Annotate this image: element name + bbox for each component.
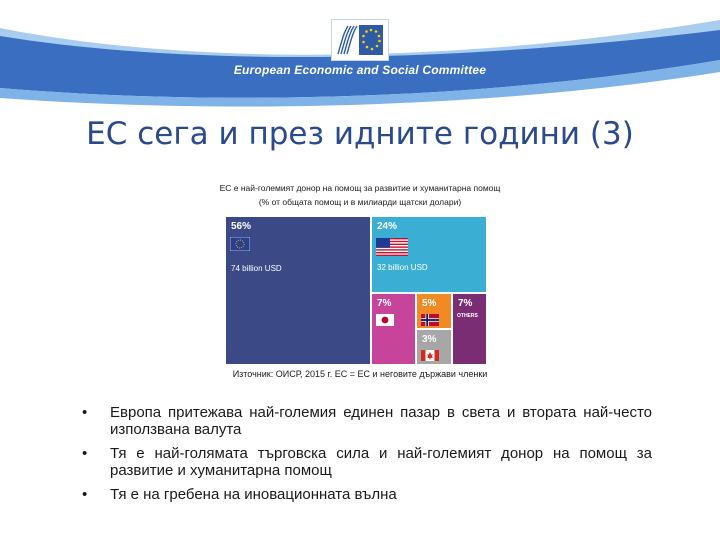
canada-flag-icon <box>421 350 439 361</box>
header-banner <box>0 0 720 110</box>
list-item <box>82 404 652 438</box>
treemap-cell-jp <box>371 293 416 365</box>
treemap-cell-others <box>452 293 487 365</box>
treemap-cell-us <box>371 216 487 293</box>
bullet-text: Тя е на гребена на иновационната вълна <box>110 486 397 503</box>
norway-flag-icon <box>421 314 439 326</box>
bullet-dot: • <box>82 486 88 503</box>
others-label: OTHERS <box>457 313 478 319</box>
chart-source: Източник: ОИСР, 2015 г. ЕС = ЕС и неговите държави членки <box>232 369 488 379</box>
list-item <box>82 445 652 479</box>
eesc-logo <box>331 19 389 61</box>
us-flag-icon <box>376 238 408 256</box>
eesc-stars-logo-icon <box>332 20 388 60</box>
treemap-cell-ca <box>416 329 452 365</box>
japan-flag-icon <box>376 314 394 326</box>
eu-amount-label: 74 billion USD <box>231 264 282 273</box>
ca-percent-label: 3% <box>422 334 437 345</box>
page-title: ЕС сега и през идните години (3) <box>86 116 634 152</box>
jp-percent-label: 7% <box>377 298 392 309</box>
bullet-dot: • <box>82 445 88 462</box>
bullet-dot: • <box>82 404 88 421</box>
others-percent-label: 7% <box>458 298 473 309</box>
donor-treemap <box>225 216 487 365</box>
us-percent-label: 24% <box>377 221 398 232</box>
eu-percent-label: 56% <box>231 221 252 232</box>
treemap-cell-no <box>416 293 452 329</box>
organization-name: European Economic and Social Committee <box>233 63 487 77</box>
eu-flag-icon <box>230 237 250 251</box>
chart-title: ЕС е най-големият донор на помощ за развитие и хуманитарна помощ <box>219 183 501 193</box>
bullet-list <box>82 404 652 510</box>
chart-subtitle: (% от общата помощ и в милиарди щатски долари) <box>258 197 462 207</box>
list-item <box>82 486 652 503</box>
us-amount-label: 32 billion USD <box>377 263 428 272</box>
bullet-text: Европа притежава най-големия единен пазар в света и втората най-често използвана валута <box>110 404 652 438</box>
bullet-text: Тя е най-голямата търговска сила и най-големият донор на помощ за развитие и хуманитарна помощ <box>110 445 652 479</box>
treemap-cell-eu <box>225 216 371 365</box>
no-percent-label: 5% <box>422 298 437 309</box>
